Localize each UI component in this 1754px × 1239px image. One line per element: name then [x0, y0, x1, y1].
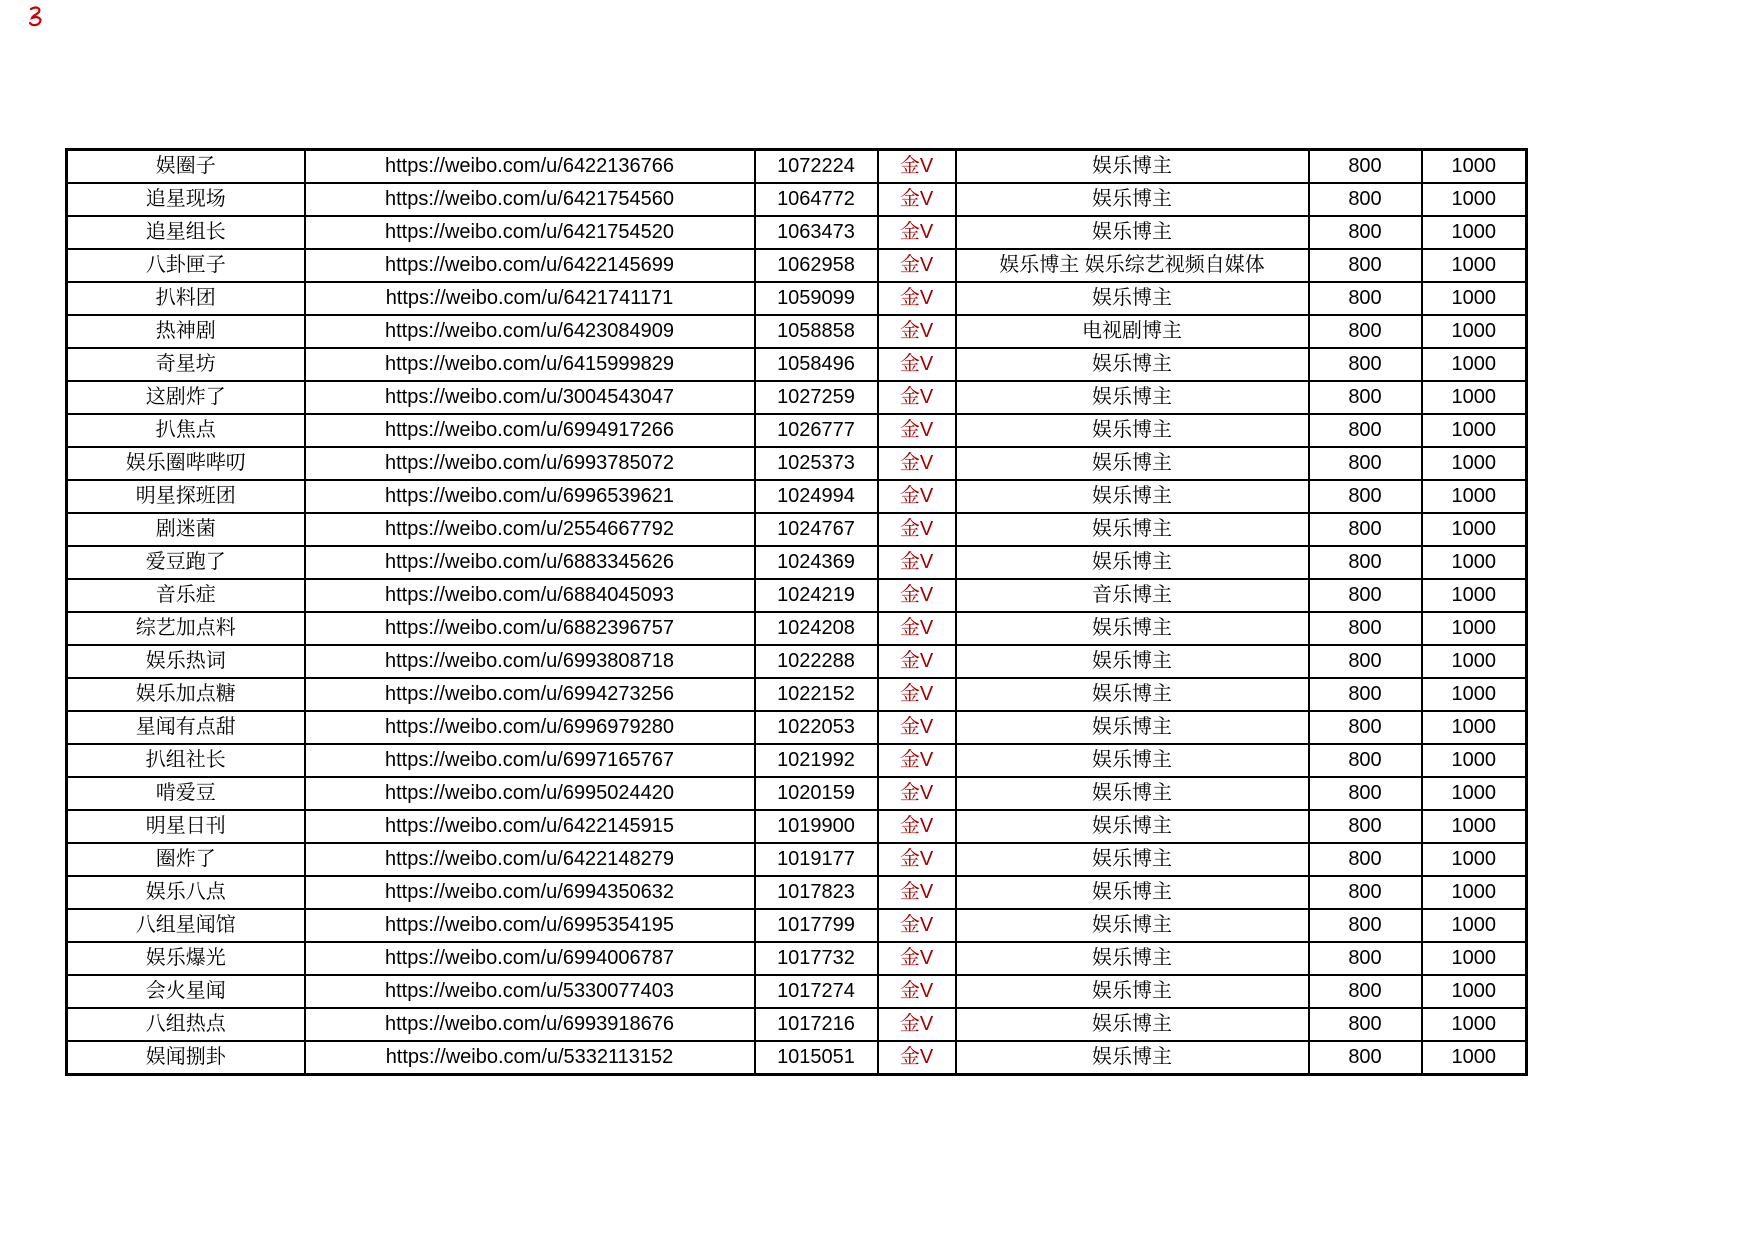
account-url-cell: https://weibo.com/u/6993808718 [305, 645, 755, 678]
price-1000-cell: 1000 [1422, 612, 1527, 645]
price-800-cell: 800 [1309, 579, 1422, 612]
account-url-cell: https://weibo.com/u/2554667792 [305, 513, 755, 546]
account-url-cell: https://weibo.com/u/3004543047 [305, 381, 755, 414]
category-cell: 娱乐博主 [956, 909, 1309, 942]
gold-v-badge-cell: 金V [878, 381, 956, 414]
follower-count-cell: 1058858 [755, 315, 878, 348]
category-cell: 娱乐博主 [956, 645, 1309, 678]
category-cell: 娱乐博主 [956, 678, 1309, 711]
gold-v-badge-cell: 金V [878, 1041, 956, 1075]
category-cell: 娱乐博主 [956, 546, 1309, 579]
account-name-cell: 啃爱豆 [67, 777, 305, 810]
table-row [67, 975, 1527, 1008]
account-url-cell: https://weibo.com/u/6415999829 [305, 348, 755, 381]
price-1000-cell: 1000 [1422, 381, 1527, 414]
category-cell: 娱乐博主 [956, 282, 1309, 315]
follower-count-cell: 1024219 [755, 579, 878, 612]
account-name-cell: 扒焦点 [67, 414, 305, 447]
price-1000-cell: 1000 [1422, 876, 1527, 909]
price-1000-cell: 1000 [1422, 711, 1527, 744]
category-cell: 娱乐博主 [956, 777, 1309, 810]
follower-count-cell: 1019900 [755, 810, 878, 843]
category-cell: 娱乐博主 娱乐综艺视频自媒体 [956, 249, 1309, 282]
table-row [67, 282, 1527, 315]
gold-v-badge-cell: 金V [878, 843, 956, 876]
gold-v-badge-cell: 金V [878, 348, 956, 381]
account-name-cell: 奇星坊 [67, 348, 305, 381]
account-name-cell: 追星组长 [67, 216, 305, 249]
category-cell: 娱乐博主 [956, 744, 1309, 777]
gold-v-badge-cell: 金V [878, 909, 956, 942]
gold-v-badge-cell: 金V [878, 513, 956, 546]
account-url-cell: https://weibo.com/u/6995354195 [305, 909, 755, 942]
red-mark-icon [26, 5, 46, 29]
account-url-cell: https://weibo.com/u/6422136766 [305, 150, 755, 184]
price-800-cell: 800 [1309, 678, 1422, 711]
price-800-cell: 800 [1309, 150, 1422, 184]
follower-count-cell: 1022053 [755, 711, 878, 744]
gold-v-badge-cell: 金V [878, 678, 956, 711]
category-cell: 娱乐博主 [956, 612, 1309, 645]
price-1000-cell: 1000 [1422, 183, 1527, 216]
follower-count-cell: 1024994 [755, 480, 878, 513]
category-cell: 娱乐博主 [956, 480, 1309, 513]
table-row [67, 810, 1527, 843]
account-name-cell: 音乐症 [67, 579, 305, 612]
account-name-cell: 星闻有点甜 [67, 711, 305, 744]
account-url-cell: https://weibo.com/u/6994273256 [305, 678, 755, 711]
table-row [67, 1041, 1527, 1075]
account-url-cell: https://weibo.com/u/6996979280 [305, 711, 755, 744]
follower-count-cell: 1027259 [755, 381, 878, 414]
price-1000-cell: 1000 [1422, 942, 1527, 975]
category-cell: 娱乐博主 [956, 942, 1309, 975]
price-1000-cell: 1000 [1422, 216, 1527, 249]
table-row [67, 579, 1527, 612]
follower-count-cell: 1025373 [755, 447, 878, 480]
price-1000-cell: 1000 [1422, 579, 1527, 612]
price-800-cell: 800 [1309, 249, 1422, 282]
gold-v-badge-cell: 金V [878, 150, 956, 184]
gold-v-badge-cell: 金V [878, 249, 956, 282]
account-url-cell: https://weibo.com/u/6421754520 [305, 216, 755, 249]
price-1000-cell: 1000 [1422, 810, 1527, 843]
category-cell: 娱乐博主 [956, 1041, 1309, 1075]
table-row [67, 249, 1527, 282]
follower-count-cell: 1062958 [755, 249, 878, 282]
category-cell: 音乐博主 [956, 579, 1309, 612]
price-800-cell: 800 [1309, 744, 1422, 777]
category-cell: 娱乐博主 [956, 843, 1309, 876]
follower-count-cell: 1063473 [755, 216, 878, 249]
table-row [67, 546, 1527, 579]
table-row [67, 216, 1527, 249]
follower-count-cell: 1021992 [755, 744, 878, 777]
follower-count-cell: 1017732 [755, 942, 878, 975]
weibo-accounts-table [65, 148, 1528, 1076]
account-name-cell: 八组热点 [67, 1008, 305, 1041]
account-url-cell: https://weibo.com/u/6994006787 [305, 942, 755, 975]
follower-count-cell: 1017799 [755, 909, 878, 942]
table-row [67, 876, 1527, 909]
account-url-cell: https://weibo.com/u/6422148279 [305, 843, 755, 876]
price-800-cell: 800 [1309, 810, 1422, 843]
account-name-cell: 综艺加点料 [67, 612, 305, 645]
follower-count-cell: 1064772 [755, 183, 878, 216]
price-1000-cell: 1000 [1422, 1041, 1527, 1075]
account-name-cell: 明星日刊 [67, 810, 305, 843]
price-1000-cell: 1000 [1422, 678, 1527, 711]
table-row [67, 480, 1527, 513]
price-800-cell: 800 [1309, 513, 1422, 546]
price-800-cell: 800 [1309, 315, 1422, 348]
follower-count-cell: 1015051 [755, 1041, 878, 1075]
category-cell: 娱乐博主 [956, 150, 1309, 184]
price-1000-cell: 1000 [1422, 843, 1527, 876]
follower-count-cell: 1058496 [755, 348, 878, 381]
account-name-cell: 娱乐八点 [67, 876, 305, 909]
follower-count-cell: 1019177 [755, 843, 878, 876]
follower-count-cell: 1024767 [755, 513, 878, 546]
table-row [67, 612, 1527, 645]
price-800-cell: 800 [1309, 711, 1422, 744]
table-row [67, 942, 1527, 975]
price-800-cell: 800 [1309, 381, 1422, 414]
follower-count-cell: 1022152 [755, 678, 878, 711]
gold-v-badge-cell: 金V [878, 315, 956, 348]
account-url-cell: https://weibo.com/u/6884045093 [305, 579, 755, 612]
price-800-cell: 800 [1309, 909, 1422, 942]
gold-v-badge-cell: 金V [878, 612, 956, 645]
category-cell: 娱乐博主 [956, 810, 1309, 843]
price-1000-cell: 1000 [1422, 975, 1527, 1008]
price-800-cell: 800 [1309, 975, 1422, 1008]
table-row [67, 1008, 1527, 1041]
follower-count-cell: 1017216 [755, 1008, 878, 1041]
table-row [67, 348, 1527, 381]
price-1000-cell: 1000 [1422, 480, 1527, 513]
gold-v-badge-cell: 金V [878, 183, 956, 216]
gold-v-badge-cell: 金V [878, 447, 956, 480]
account-name-cell: 圈炸了 [67, 843, 305, 876]
price-800-cell: 800 [1309, 282, 1422, 315]
table-row [67, 909, 1527, 942]
account-name-cell: 娱闻捌卦 [67, 1041, 305, 1075]
gold-v-badge-cell: 金V [878, 942, 956, 975]
gold-v-badge-cell: 金V [878, 711, 956, 744]
gold-v-badge-cell: 金V [878, 975, 956, 1008]
price-800-cell: 800 [1309, 645, 1422, 678]
table-row [67, 843, 1527, 876]
category-cell: 娱乐博主 [956, 216, 1309, 249]
account-name-cell: 追星现场 [67, 183, 305, 216]
account-name-cell: 明星探班团 [67, 480, 305, 513]
account-name-cell: 会火星闻 [67, 975, 305, 1008]
category-cell: 娱乐博主 [956, 1008, 1309, 1041]
price-1000-cell: 1000 [1422, 909, 1527, 942]
price-1000-cell: 1000 [1422, 513, 1527, 546]
price-800-cell: 800 [1309, 348, 1422, 381]
price-800-cell: 800 [1309, 546, 1422, 579]
price-1000-cell: 1000 [1422, 447, 1527, 480]
account-url-cell: https://weibo.com/u/6995024420 [305, 777, 755, 810]
table-row [67, 447, 1527, 480]
category-cell: 电视剧博主 [956, 315, 1309, 348]
account-name-cell: 八卦匣子 [67, 249, 305, 282]
account-name-cell: 扒料团 [67, 282, 305, 315]
gold-v-badge-cell: 金V [878, 645, 956, 678]
price-800-cell: 800 [1309, 216, 1422, 249]
table-row [67, 777, 1527, 810]
table-row [67, 414, 1527, 447]
account-url-cell: https://weibo.com/u/6421741171 [305, 282, 755, 315]
account-name-cell: 娱圈子 [67, 150, 305, 184]
account-url-cell: https://weibo.com/u/5332113152 [305, 1041, 755, 1075]
follower-count-cell: 1020159 [755, 777, 878, 810]
account-url-cell: https://weibo.com/u/6994350632 [305, 876, 755, 909]
table-row [67, 513, 1527, 546]
account-url-cell: https://weibo.com/u/6423084909 [305, 315, 755, 348]
account-name-cell: 八组星闻馆 [67, 909, 305, 942]
table-row [67, 315, 1527, 348]
gold-v-badge-cell: 金V [878, 810, 956, 843]
category-cell: 娱乐博主 [956, 183, 1309, 216]
account-name-cell: 娱乐热词 [67, 645, 305, 678]
price-1000-cell: 1000 [1422, 1008, 1527, 1041]
account-url-cell: https://weibo.com/u/6997165767 [305, 744, 755, 777]
follower-count-cell: 1072224 [755, 150, 878, 184]
account-url-cell: https://weibo.com/u/6421754560 [305, 183, 755, 216]
price-1000-cell: 1000 [1422, 150, 1527, 184]
category-cell: 娱乐博主 [956, 711, 1309, 744]
account-url-cell: https://weibo.com/u/6882396757 [305, 612, 755, 645]
gold-v-badge-cell: 金V [878, 480, 956, 513]
account-name-cell: 娱乐圈哔哔叨 [67, 447, 305, 480]
follower-count-cell: 1024208 [755, 612, 878, 645]
follower-count-cell: 1022288 [755, 645, 878, 678]
table-row [67, 744, 1527, 777]
price-800-cell: 800 [1309, 1008, 1422, 1041]
price-800-cell: 800 [1309, 876, 1422, 909]
gold-v-badge-cell: 金V [878, 414, 956, 447]
gold-v-badge-cell: 金V [878, 282, 956, 315]
gold-v-badge-cell: 金V [878, 216, 956, 249]
follower-count-cell: 1059099 [755, 282, 878, 315]
price-800-cell: 800 [1309, 447, 1422, 480]
gold-v-badge-cell: 金V [878, 546, 956, 579]
account-url-cell: https://weibo.com/u/6883345626 [305, 546, 755, 579]
account-url-cell: https://weibo.com/u/6994917266 [305, 414, 755, 447]
account-url-cell: https://weibo.com/u/6422145699 [305, 249, 755, 282]
table-row [67, 381, 1527, 414]
account-name-cell: 爱豆跑了 [67, 546, 305, 579]
account-name-cell: 扒组社长 [67, 744, 305, 777]
price-1000-cell: 1000 [1422, 282, 1527, 315]
account-url-cell: https://weibo.com/u/6422145915 [305, 810, 755, 843]
account-url-cell: https://weibo.com/u/6993918676 [305, 1008, 755, 1041]
gold-v-badge-cell: 金V [878, 579, 956, 612]
table-row [67, 150, 1527, 184]
price-1000-cell: 1000 [1422, 546, 1527, 579]
category-cell: 娱乐博主 [956, 381, 1309, 414]
gold-v-badge-cell: 金V [878, 1008, 956, 1041]
price-800-cell: 800 [1309, 183, 1422, 216]
price-1000-cell: 1000 [1422, 249, 1527, 282]
category-cell: 娱乐博主 [956, 975, 1309, 1008]
account-name-cell: 娱乐加点糖 [67, 678, 305, 711]
gold-v-badge-cell: 金V [878, 744, 956, 777]
price-800-cell: 800 [1309, 843, 1422, 876]
account-name-cell: 热神剧 [67, 315, 305, 348]
account-url-cell: https://weibo.com/u/6993785072 [305, 447, 755, 480]
table-row [67, 711, 1527, 744]
gold-v-badge-cell: 金V [878, 777, 956, 810]
price-1000-cell: 1000 [1422, 414, 1527, 447]
price-1000-cell: 1000 [1422, 348, 1527, 381]
account-name-cell: 这剧炸了 [67, 381, 305, 414]
account-url-cell: https://weibo.com/u/6996539621 [305, 480, 755, 513]
price-800-cell: 800 [1309, 1041, 1422, 1075]
table-row [67, 183, 1527, 216]
account-url-cell: https://weibo.com/u/5330077403 [305, 975, 755, 1008]
price-1000-cell: 1000 [1422, 645, 1527, 678]
account-name-cell: 剧迷菌 [67, 513, 305, 546]
price-800-cell: 800 [1309, 942, 1422, 975]
price-800-cell: 800 [1309, 612, 1422, 645]
price-1000-cell: 1000 [1422, 744, 1527, 777]
price-800-cell: 800 [1309, 480, 1422, 513]
account-name-cell: 娱乐爆光 [67, 942, 305, 975]
category-cell: 娱乐博主 [956, 414, 1309, 447]
category-cell: 娱乐博主 [956, 876, 1309, 909]
follower-count-cell: 1017823 [755, 876, 878, 909]
price-1000-cell: 1000 [1422, 315, 1527, 348]
price-1000-cell: 1000 [1422, 777, 1527, 810]
follower-count-cell: 1026777 [755, 414, 878, 447]
category-cell: 娱乐博主 [956, 348, 1309, 381]
price-800-cell: 800 [1309, 414, 1422, 447]
category-cell: 娱乐博主 [956, 513, 1309, 546]
follower-count-cell: 1024369 [755, 546, 878, 579]
follower-count-cell: 1017274 [755, 975, 878, 1008]
table-row [67, 645, 1527, 678]
gold-v-badge-cell: 金V [878, 876, 956, 909]
table-row [67, 678, 1527, 711]
price-800-cell: 800 [1309, 777, 1422, 810]
category-cell: 娱乐博主 [956, 447, 1309, 480]
